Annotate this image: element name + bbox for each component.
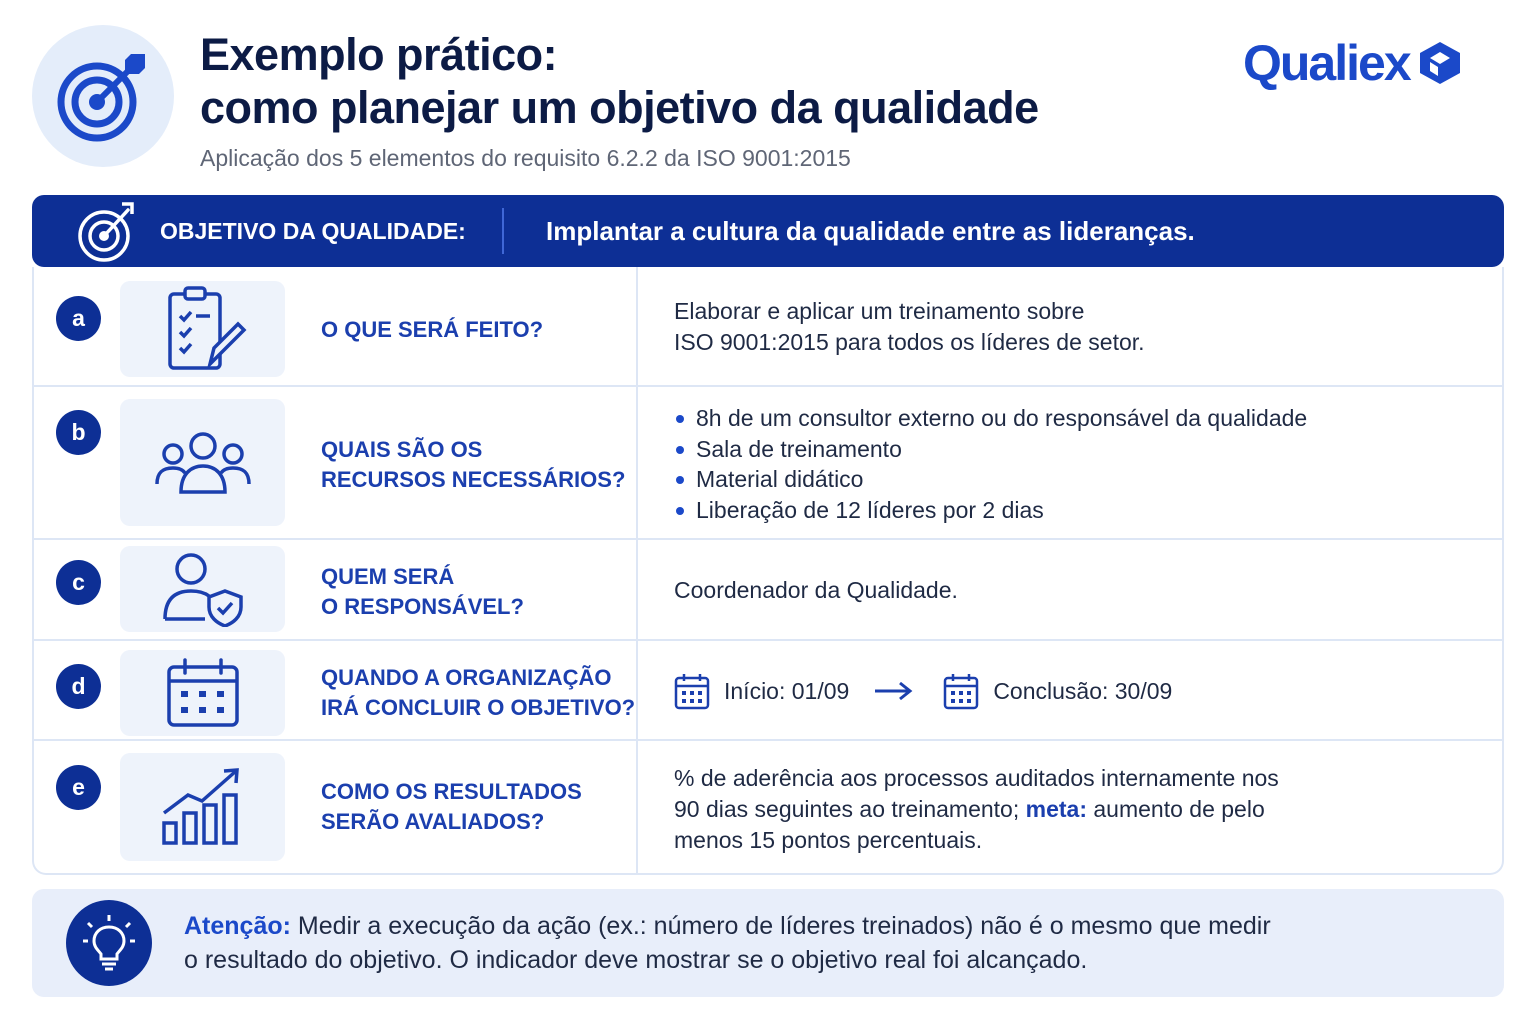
question-line-1: QUEM SERÁ [321, 564, 455, 589]
end-date [943, 672, 1172, 710]
answer-line-2 [674, 794, 1279, 825]
row-icon-box [120, 753, 285, 861]
answer-line-1: Coordenador da Qualidade. [674, 577, 958, 603]
table-row [34, 267, 1502, 387]
row-letter-badge: d [56, 664, 101, 709]
column-divider [636, 267, 638, 385]
row-icon-box [120, 399, 285, 526]
end-date-text: Conclusão: 30/09 [993, 677, 1173, 704]
question-line-2: IRÁ CONCLUIR O OBJETIVO? [321, 695, 636, 720]
row-answer [674, 296, 1145, 358]
row-letter-badge: a [56, 296, 101, 341]
calendar-icon [674, 672, 710, 710]
attention-line-1 [184, 909, 1384, 943]
attention-note [32, 889, 1504, 997]
question-line-2: SERÃO AVALIADOS? [321, 809, 545, 834]
title-line-1: Exemplo prático: [200, 29, 558, 80]
answer-line-3: menos 15 pontos percentuais. [674, 827, 983, 853]
column-divider [636, 540, 638, 639]
row-question [321, 435, 625, 495]
list-item: Material didático [674, 464, 1307, 495]
answer-text: 90 dias seguintes ao treinamento; [674, 796, 1026, 822]
attention-text [184, 909, 1384, 977]
row-question [321, 562, 524, 622]
attention-body: Medir a execução da ação (ex.: número de líderes treinados) não é o mesmo que medir [290, 912, 1271, 940]
brand-mark-icon [1418, 40, 1462, 86]
attention-line-2: o resultado do objetivo. O indicador deve mostrar se o objetivo real foi alcançado. [184, 946, 1088, 974]
growth-chart-icon [160, 767, 246, 847]
table-row [34, 741, 1502, 875]
target-arrow-icon [55, 48, 151, 144]
calendar-icon [943, 672, 979, 710]
answer-text: aumento de pelo [1086, 796, 1265, 822]
objective-bar [32, 195, 1504, 267]
column-divider [636, 741, 638, 875]
row-letter-badge: c [56, 560, 101, 605]
table-row [34, 387, 1502, 540]
attention-label: Atenção: [184, 912, 291, 940]
list-item: Sala de treinamento [674, 434, 1307, 465]
brand-name: Qualiex [1243, 35, 1410, 91]
question-line-1: COMO OS RESULTADOS [321, 779, 582, 804]
question-line-1: QUAIS SÃO OS [321, 437, 483, 462]
row-question [321, 315, 543, 345]
objective-label: OBJETIVO DA QUALIDADE: [160, 217, 466, 244]
row-answer [674, 763, 1279, 856]
objective-divider [502, 208, 504, 254]
question-line-1: O QUE SERÁ FEITO? [321, 317, 544, 342]
list-item: Liberação de 12 líderes por 2 dias [674, 495, 1307, 526]
row-answer [674, 575, 958, 606]
hero-target-badge [32, 25, 174, 167]
question-line-1: QUANDO A ORGANIZAÇÃO [321, 665, 612, 690]
people-group-icon [155, 428, 251, 498]
user-shield-icon [161, 551, 245, 627]
calendar-icon [165, 657, 241, 729]
arrow-right-icon [873, 681, 913, 701]
row-icon-box [120, 281, 285, 377]
start-date-text: Início: 01/09 [724, 677, 850, 704]
brand-logo [1243, 34, 1462, 92]
clipboard-checklist-icon [158, 286, 248, 372]
row-icon-box [120, 546, 285, 632]
objective-target-icon [76, 200, 138, 262]
row-question [321, 777, 582, 837]
date-range [674, 672, 1172, 710]
column-divider [636, 641, 638, 739]
goal-highlight: meta: [1025, 796, 1087, 822]
question-line-2: O RESPONSÁVEL? [321, 594, 524, 619]
objective-value: Implantar a cultura da qualidade entre as lideranças. [546, 215, 1195, 246]
resources-list [674, 403, 1307, 525]
column-divider [636, 387, 638, 538]
page-title [200, 28, 1039, 134]
planning-table [32, 267, 1504, 875]
table-row [34, 641, 1502, 741]
list-item: 8h de um consultor externo ou do responsável da qualidade [674, 403, 1307, 434]
answer-line-2: ISO 9001:2015 para todos os líderes de setor. [674, 329, 1145, 355]
row-letter-badge: b [56, 410, 101, 455]
lightbulb-icon [82, 913, 136, 973]
row-letter-badge: e [56, 765, 101, 810]
question-line-2: RECURSOS NECESSÁRIOS? [321, 467, 626, 492]
page-subtitle: Aplicação dos 5 elementos do requisito 6.2.2 da ISO 9001:2015 [200, 145, 851, 171]
row-icon-box [120, 650, 285, 736]
lightbulb-badge [66, 900, 152, 986]
title-line-2: como planejar um objetivo da qualidade [200, 82, 1039, 133]
answer-line-1: Elaborar e aplicar um treinamento sobre [674, 298, 1085, 324]
answer-line-1: % de aderência aos processos auditados internamente nos [674, 765, 1279, 791]
start-date [674, 672, 849, 710]
row-question [321, 663, 635, 723]
table-row [34, 540, 1502, 641]
